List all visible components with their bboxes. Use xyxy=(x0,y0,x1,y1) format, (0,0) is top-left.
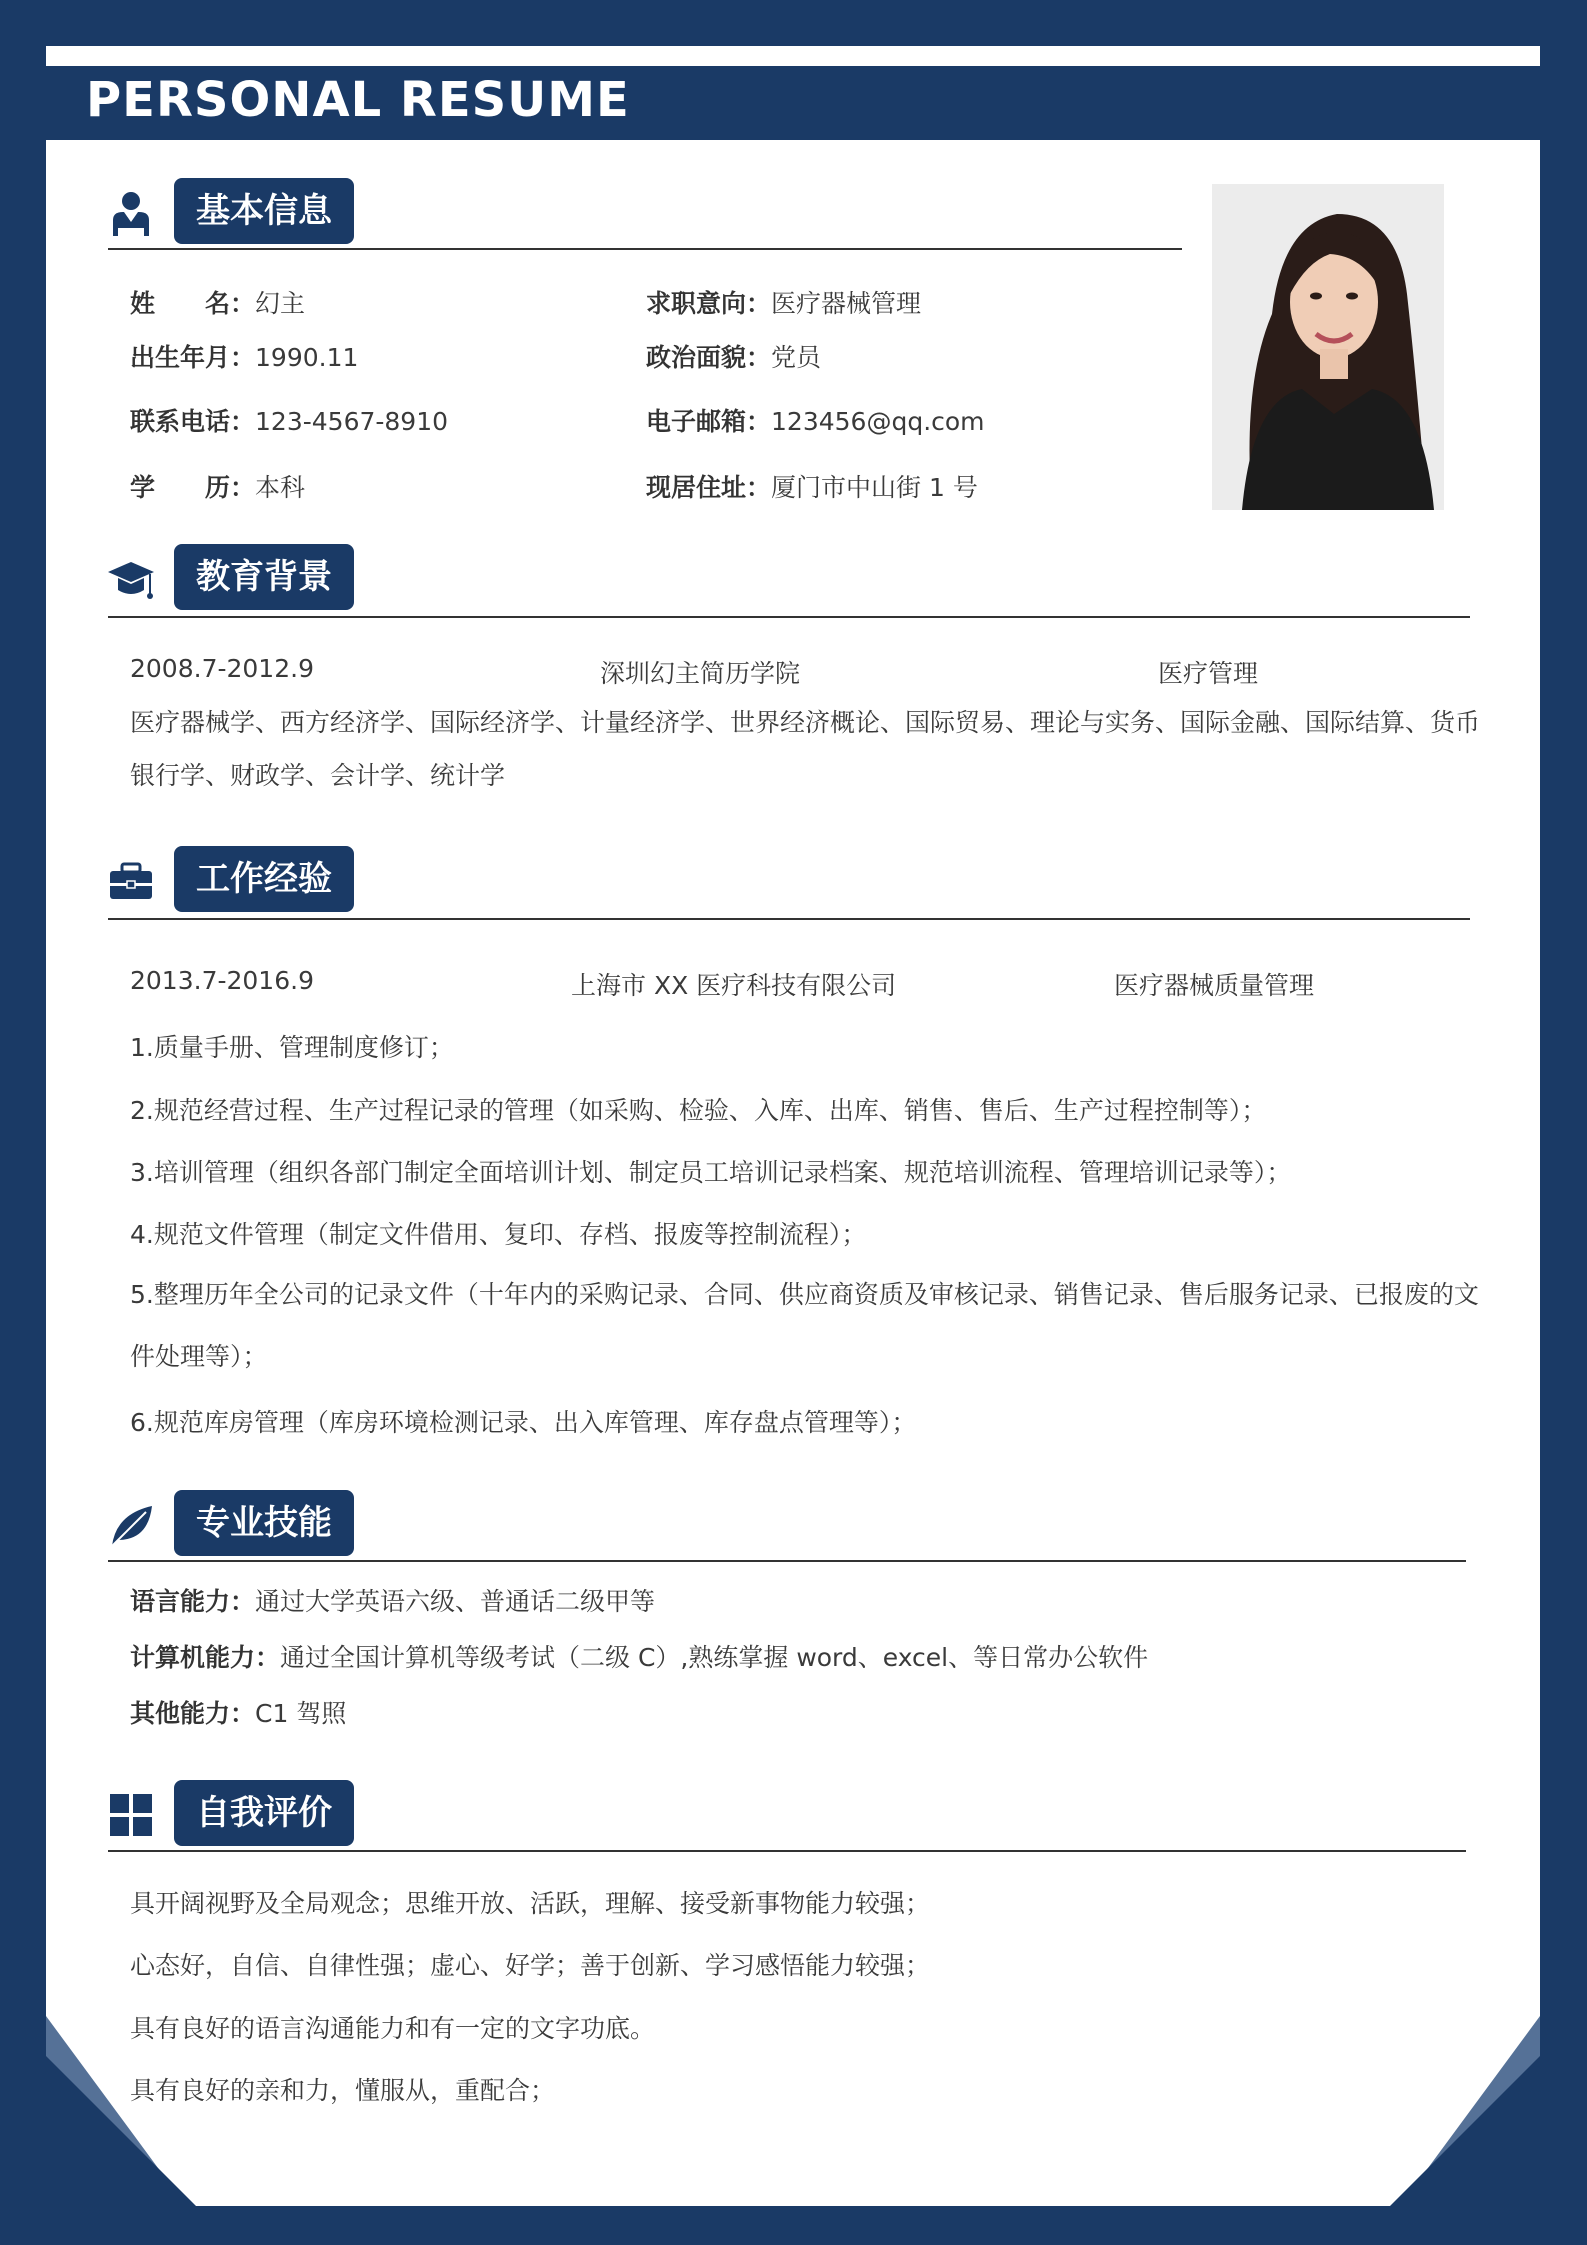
skill-language-value: 通过大学英语六级、普通话二级甲等 xyxy=(255,1587,656,1616)
name-row xyxy=(130,284,305,320)
self-line: 具开阔视野及全局观念；思维开放、活跃，理解、接受新事物能力较强； xyxy=(130,1889,931,1918)
skill-language-label: 语言能力： xyxy=(130,1587,256,1616)
phone-value: 123-4567-8910 xyxy=(255,407,449,436)
section-title: 自我评价 xyxy=(174,1780,354,1846)
address-label: 现居住址： xyxy=(646,473,772,502)
grid-icon xyxy=(106,1790,156,1840)
edu-value: 本科 xyxy=(255,473,306,502)
user-icon xyxy=(106,188,156,238)
education-period: 2008.7-2012.9 xyxy=(130,654,314,683)
intent-label: 求职意向： xyxy=(646,289,772,318)
section-title: 基本信息 xyxy=(174,178,354,244)
self-line: 具有良好的亲和力，懂服从，重配合； xyxy=(130,2076,556,2105)
name-value: 幻主 xyxy=(255,289,306,318)
section-divider xyxy=(108,616,1470,618)
section-divider xyxy=(108,1560,1466,1562)
work-item: 6.规范库房管理（库房环境检测记录、出入库管理、库存盘点管理等）； xyxy=(130,1408,917,1437)
skill-other-label: 其他能力： xyxy=(130,1699,256,1728)
section-divider xyxy=(108,918,1470,920)
education-row xyxy=(130,468,305,504)
skill-language xyxy=(130,1582,655,1618)
graduation-cap-icon xyxy=(106,554,156,604)
politics-value: 党员 xyxy=(771,343,822,372)
section-title: 专业技能 xyxy=(174,1490,354,1556)
self-line: 心态好，自信、自律性强；虚心、好学；善于创新、学习感悟能力较强； xyxy=(130,1951,931,1980)
section-divider xyxy=(108,1850,1466,1852)
work-item: 5.整理历年全公司的记录文件（十年内的采购记录、合同、供应商资质及审核记录、销售记录、售后服务记录、已报废的文件处理等）； xyxy=(130,1280,1479,1371)
politics-row xyxy=(646,338,821,374)
politics-label: 政治面貌： xyxy=(646,343,772,372)
section-title: 工作经验 xyxy=(174,846,354,912)
work-position: 医疗器械质量管理 xyxy=(1114,971,1315,1000)
birth-value: 1990.11 xyxy=(255,343,359,372)
name-label: 姓 名： xyxy=(130,289,256,318)
skill-computer-label: 计算机能力： xyxy=(130,1643,281,1672)
email-label: 电子邮箱： xyxy=(646,407,772,436)
email-value: 123456@qq.com xyxy=(771,407,985,436)
phone-label: 联系电话： xyxy=(130,407,256,436)
skill-other xyxy=(130,1694,346,1730)
work-item: 2.规范经营过程、生产过程记录的管理（如采购、检验、入库、出库、销售、售后、生产过程控制等）； xyxy=(130,1096,1267,1125)
education-school: 深圳幻主简历学院 xyxy=(600,659,801,688)
intent-row xyxy=(646,284,921,320)
profile-photo xyxy=(1212,184,1444,510)
birth-row xyxy=(130,338,358,374)
education-courses: 医疗器械学、西方经济学、国际经济学、计量经济学、世界经济概论、国际贸易、理论与实务、国际金融、国际结算、货币银行学、财政学、会计学、统计学 xyxy=(130,708,1481,790)
self-line: 具有良好的语言沟通能力和有一定的文字功底。 xyxy=(130,2014,656,2043)
work-item: 4.规范文件管理（制定文件借用、复印、存档、报废等控制流程）； xyxy=(130,1220,867,1249)
edu-label: 学 历： xyxy=(130,473,256,502)
intent-value: 医疗器械管理 xyxy=(771,289,922,318)
work-company: 上海市 XX 医疗科技有限公司 xyxy=(571,971,897,1000)
leaf-icon xyxy=(106,1500,156,1550)
portrait-illustration xyxy=(1212,184,1444,510)
briefcase-icon xyxy=(106,856,156,906)
skill-other-value: C1 驾照 xyxy=(255,1699,347,1728)
address-row xyxy=(646,468,978,504)
work-item: 1.质量手册、管理制度修订； xyxy=(130,1033,454,1062)
birth-label: 出生年月： xyxy=(130,343,256,372)
skill-computer-value: 通过全国计算机等级考试（二级 C）,熟练掌握 word、excel、等日常办公软件 xyxy=(280,1643,1149,1672)
section-divider xyxy=(108,248,1182,250)
work-period: 2013.7-2016.9 xyxy=(130,966,314,995)
email-row xyxy=(646,402,985,438)
education-major: 医疗管理 xyxy=(1158,659,1259,688)
phone-row xyxy=(130,402,448,438)
resume-paper xyxy=(46,46,1540,2206)
title-banner xyxy=(46,66,1540,140)
work-item: 3.培训管理（组织各部门制定全面培训计划、制定员工培训记录档案、规范培训流程、管理培训记录等）； xyxy=(130,1158,1292,1187)
corner-decoration-right-dark xyxy=(1390,2056,1540,2206)
address-value: 厦门市中山街 1 号 xyxy=(771,473,978,502)
resume-title: PERSONAL RESUME xyxy=(86,72,630,128)
skill-computer xyxy=(130,1638,1148,1674)
section-title: 教育背景 xyxy=(174,544,354,610)
